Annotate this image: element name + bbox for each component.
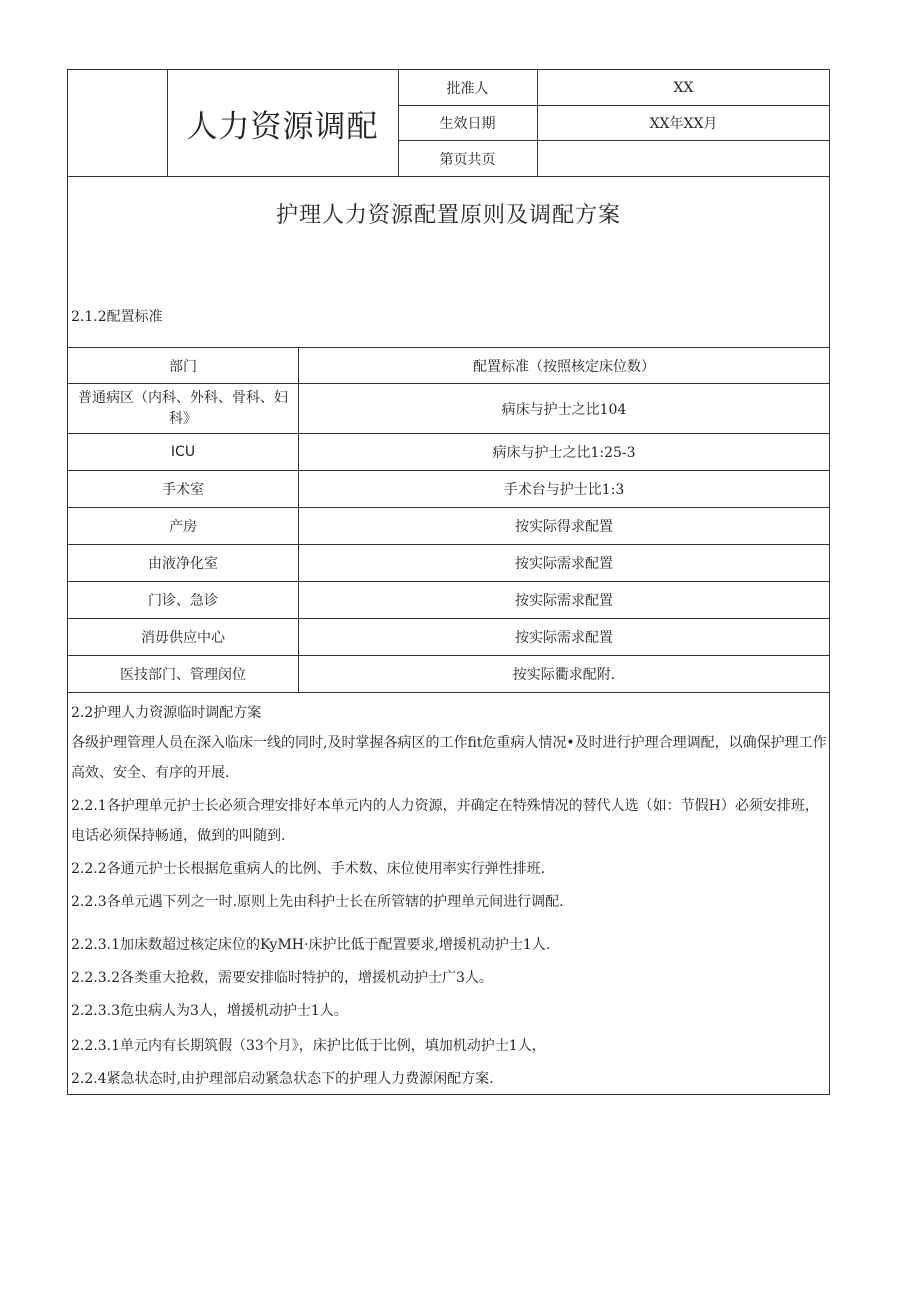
table-header-standard: 配置标准（按照核定床位数） [299, 348, 830, 384]
table-cell-standard: 病床与护士之比104 [299, 384, 830, 434]
approver-row [398, 70, 829, 106]
paragraph-2-2-3-1: 2.2.3.1加床数超过核定床位的KyMH·床护比低于配置要求,增援机动护士1人. [71, 937, 551, 953]
effective-date-label: 生效日期 [398, 105, 538, 140]
table-cell-standard: 按实际需求配置 [299, 545, 830, 582]
paragraph-2-2-4: 2.2.4紧急状态时,由护理部启动紧急状态下的护理人力费源闲配方案. [71, 1071, 494, 1087]
table-cell-department: 由液净化室 [68, 545, 299, 582]
paragraph-2-2-3-3: 2.2.3.3危虫病人为3人，增援机动护士1人。 [71, 1003, 348, 1019]
table-cell-department: 消毋供应中心 [68, 619, 299, 656]
table-cell-standard: 按实际需求配置 [299, 619, 830, 656]
effective-date-value: XX年XX月 [649, 115, 718, 132]
table-cell-standard: 按实际需求配置 [299, 582, 830, 619]
table-row [68, 471, 829, 508]
table-bottom-rule-right [299, 693, 830, 694]
page-count-row [398, 141, 829, 176]
page-count-value [538, 141, 829, 176]
approver-value: XX [673, 79, 694, 96]
page-count-label: 第页共页 [398, 141, 538, 176]
table-row [68, 545, 829, 582]
paragraph-2-2-3-2: 2.2.3.2各类重大抢救，需要安排临时特护的，增援机动护士广3人。 [71, 970, 493, 986]
table-row [68, 384, 829, 434]
table-cell-department: 手术室 [68, 471, 299, 508]
table-cell-department: 门诊、急诊 [68, 582, 299, 619]
table-bottom-rule [68, 693, 829, 694]
table-row [68, 582, 829, 619]
table-row [68, 508, 829, 545]
paragraph-2-2-3: 2.2.3各单元遇下列之一时.原则上先由科护士长在所管辖的护理单元间进行调配. [71, 894, 564, 910]
document-header [68, 70, 829, 177]
table-row [68, 619, 829, 656]
staffing-standard-table [68, 347, 829, 693]
table-row [68, 656, 829, 693]
effective-date-row [398, 105, 829, 141]
table-cell-department: 普通病区（内科、外科、骨科、妇科》 [68, 384, 299, 434]
paragraph-2-2-3-1b: 2.2.3.1单元内有长期筑假（33个月》，床护比低于比例，填加机动护士1人， [71, 1038, 546, 1054]
logo-cell [68, 70, 168, 176]
table-cell-department: ICU [68, 434, 299, 471]
table-cell-standard: 按实际得求配置 [299, 508, 830, 545]
table-cell-department: 产房 [68, 508, 299, 545]
table-cell-standard: 病床与护士之比1:25-3 [299, 434, 830, 471]
section-heading-2-1-2: 2.1.2配置标准 [71, 309, 163, 325]
approver-label: 批准人 [398, 70, 538, 105]
table-bottom-rule-left [68, 693, 299, 694]
table-header-department: 部门 [68, 348, 299, 384]
heading-2-2: 2.2护理人力资源临时调配方案 [71, 705, 262, 721]
paragraph-intro: 各级护理管理人员在深入临床一线的同时,及时掌握各病区的工作fit危重病人情况•及时进行护理合理调配，以确保护理工作高效、安全、有序的开展. [71, 735, 827, 781]
document-title: 护理人力资源配置原则及调配方案 [275, 203, 621, 228]
table-cell-standard: 手术台与护士比1:3 [299, 471, 830, 508]
table-cell-department: 医技部门、管理闵位 [68, 656, 299, 693]
table-row [68, 434, 829, 471]
table-cell-standard: 按实际衢求配附. [299, 656, 830, 693]
document-page [67, 69, 830, 1095]
header-title: 人力资源调配 [167, 70, 399, 176]
paragraph-2-2-2: 2.2.2各通元护士长根据危重病人的比例、手术数、床位使用率实行弹性排班. [71, 861, 546, 877]
table-header-row [68, 348, 829, 384]
paragraph-2-2-1: 2.2.1各护理单元护士长必须合理安排好本单元内的人力资源，并确定在特殊情况的替代人选（如：节假H）必须安排班，电话必须保持畅通，做到的叫随到. [71, 798, 819, 844]
